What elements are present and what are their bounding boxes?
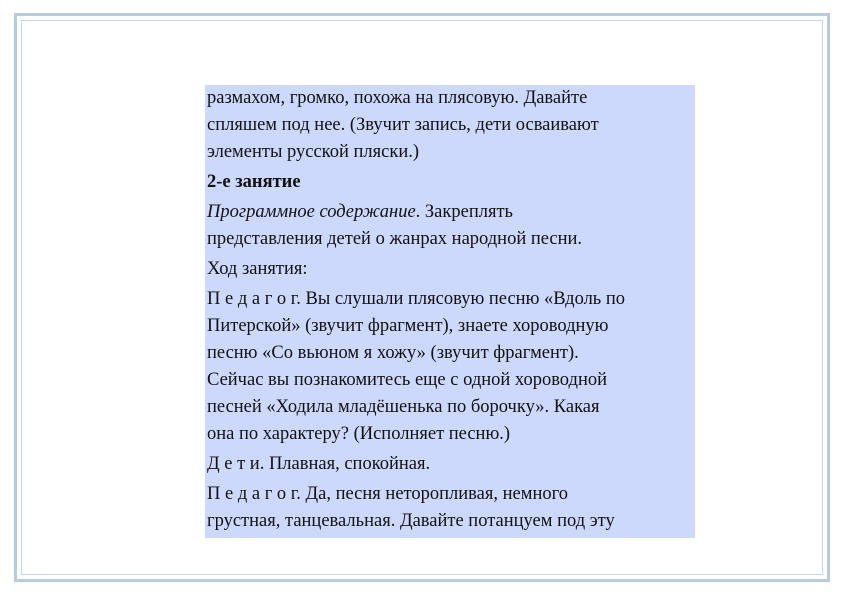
text-line: Сейчас вы познакомитесь еще с одной хороводной	[207, 370, 607, 390]
paragraph-teacher-1	[205, 286, 695, 451]
text-line: грустная, танцевальная. Давайте потанцуем под эту	[207, 511, 615, 531]
paragraph-program	[205, 199, 695, 256]
text-line: песню «Со вьюном я хожу» (звучит фрагмент).	[207, 343, 579, 363]
lesson-heading-text: 2-е занятие	[207, 172, 301, 192]
text-line: элементы русской пляски.)	[207, 142, 420, 162]
text-line: Питерской» (звучит фрагмент), знаете хороводную	[207, 316, 609, 336]
text-line: Ход занятия:	[207, 259, 308, 279]
text-line: Д е т и. Плавная, спокойная.	[207, 454, 431, 474]
text-block	[205, 85, 695, 538]
text-line: . Закреплять	[415, 202, 513, 222]
text-line: П е д а г о г. Да, песня неторопливая, немного	[207, 484, 568, 504]
paragraph-lesson-flow	[205, 256, 695, 286]
program-content-label: Программное содержание	[207, 202, 416, 222]
paragraph-children	[205, 451, 695, 481]
text-line: песней «Ходила младёшенька по борочку». Какая	[207, 397, 600, 417]
text-line: размахом, громко, похожа на плясовую. Давайте	[207, 88, 588, 108]
text-line: представления детей о жанрах народной песни.	[207, 229, 583, 249]
paragraph-teacher-2	[205, 481, 695, 538]
paragraph-intro	[205, 85, 695, 169]
text-line: П е д а г о г. Вы слушали плясовую песню «Вдоль по	[207, 289, 626, 309]
text-line: она по характеру? (Исполняет песню.)	[207, 424, 511, 444]
lesson-heading	[205, 169, 695, 199]
text-line: спляшем под нее. (Звучит запись, дети осваивают	[207, 115, 599, 135]
